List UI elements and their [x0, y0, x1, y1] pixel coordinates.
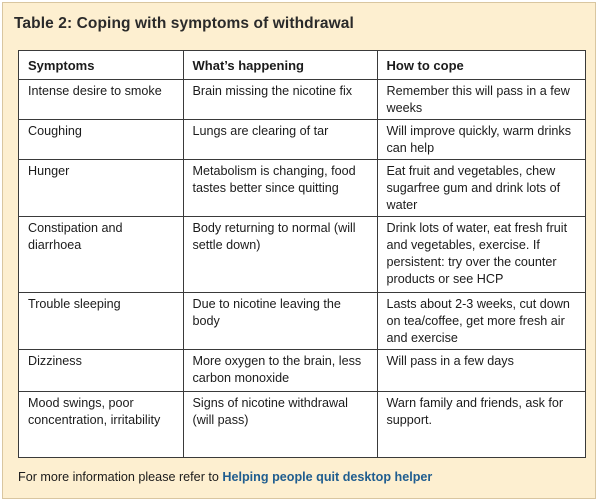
footer-note — [18, 470, 432, 484]
symptom-cell: Dizziness — [19, 349, 183, 391]
symptom-cell: Trouble sleeping — [19, 292, 183, 349]
desktop-helper-link[interactable]: Helping people quit desktop helper — [222, 470, 433, 484]
column-header-how-to-cope: How to cope — [377, 51, 585, 79]
table-row — [19, 349, 585, 391]
table-row — [19, 160, 585, 217]
footer-text: For more information please refer to — [18, 470, 223, 484]
table-row — [19, 119, 585, 159]
symptom-cell: Hunger — [19, 160, 183, 217]
cause-cell: Signs of nicotine withdrawal (will pass) — [183, 392, 377, 457]
table-row — [19, 217, 585, 292]
table-card — [2, 2, 596, 499]
cause-cell: Brain missing the nicotine fix — [183, 79, 377, 119]
coping-cell: Drink lots of water, eat fresh fruit and vegetables, exercise. If persistent: try over the counter products or see HCP — [377, 217, 585, 292]
column-header-whats-happening: What’s happening — [183, 51, 377, 79]
coping-cell: Remember this will pass in a few weeks — [377, 79, 585, 119]
table-title: Table 2: Coping with symptoms of withdrawal — [14, 15, 354, 32]
symptom-cell: Constipation and diarrhoea — [19, 217, 183, 292]
coping-cell: Will improve quickly, warm drinks can help — [377, 119, 585, 159]
table-header-row — [19, 51, 585, 79]
table-row — [19, 392, 585, 457]
column-header-symptoms: Symptoms — [19, 51, 183, 79]
cause-cell: Due to nicotine leaving the body — [183, 292, 377, 349]
table-row — [19, 292, 585, 349]
table-row — [19, 79, 585, 119]
coping-cell: Lasts about 2-3 weeks, cut down on tea/coffee, get more fresh air and exercise — [377, 292, 585, 349]
withdrawal-symptoms-table — [19, 51, 585, 457]
symptom-cell: Intense desire to smoke — [19, 79, 183, 119]
symptom-cell: Coughing — [19, 119, 183, 159]
coping-cell: Eat fruit and vegetables, chew sugarfree gum and drink lots of water — [377, 160, 585, 217]
coping-cell: Will pass in a few days — [377, 349, 585, 391]
cause-cell: Lungs are clearing of tar — [183, 119, 377, 159]
table-container — [18, 50, 586, 458]
cause-cell: Body returning to normal (will settle down) — [183, 217, 377, 292]
cause-cell: Metabolism is changing, food tastes better since quitting — [183, 160, 377, 217]
symptom-cell: Mood swings, poor concentration, irritability — [19, 392, 183, 457]
cause-cell: More oxygen to the brain, less carbon monoxide — [183, 349, 377, 391]
coping-cell: Warn family and friends, ask for support. — [377, 392, 585, 457]
